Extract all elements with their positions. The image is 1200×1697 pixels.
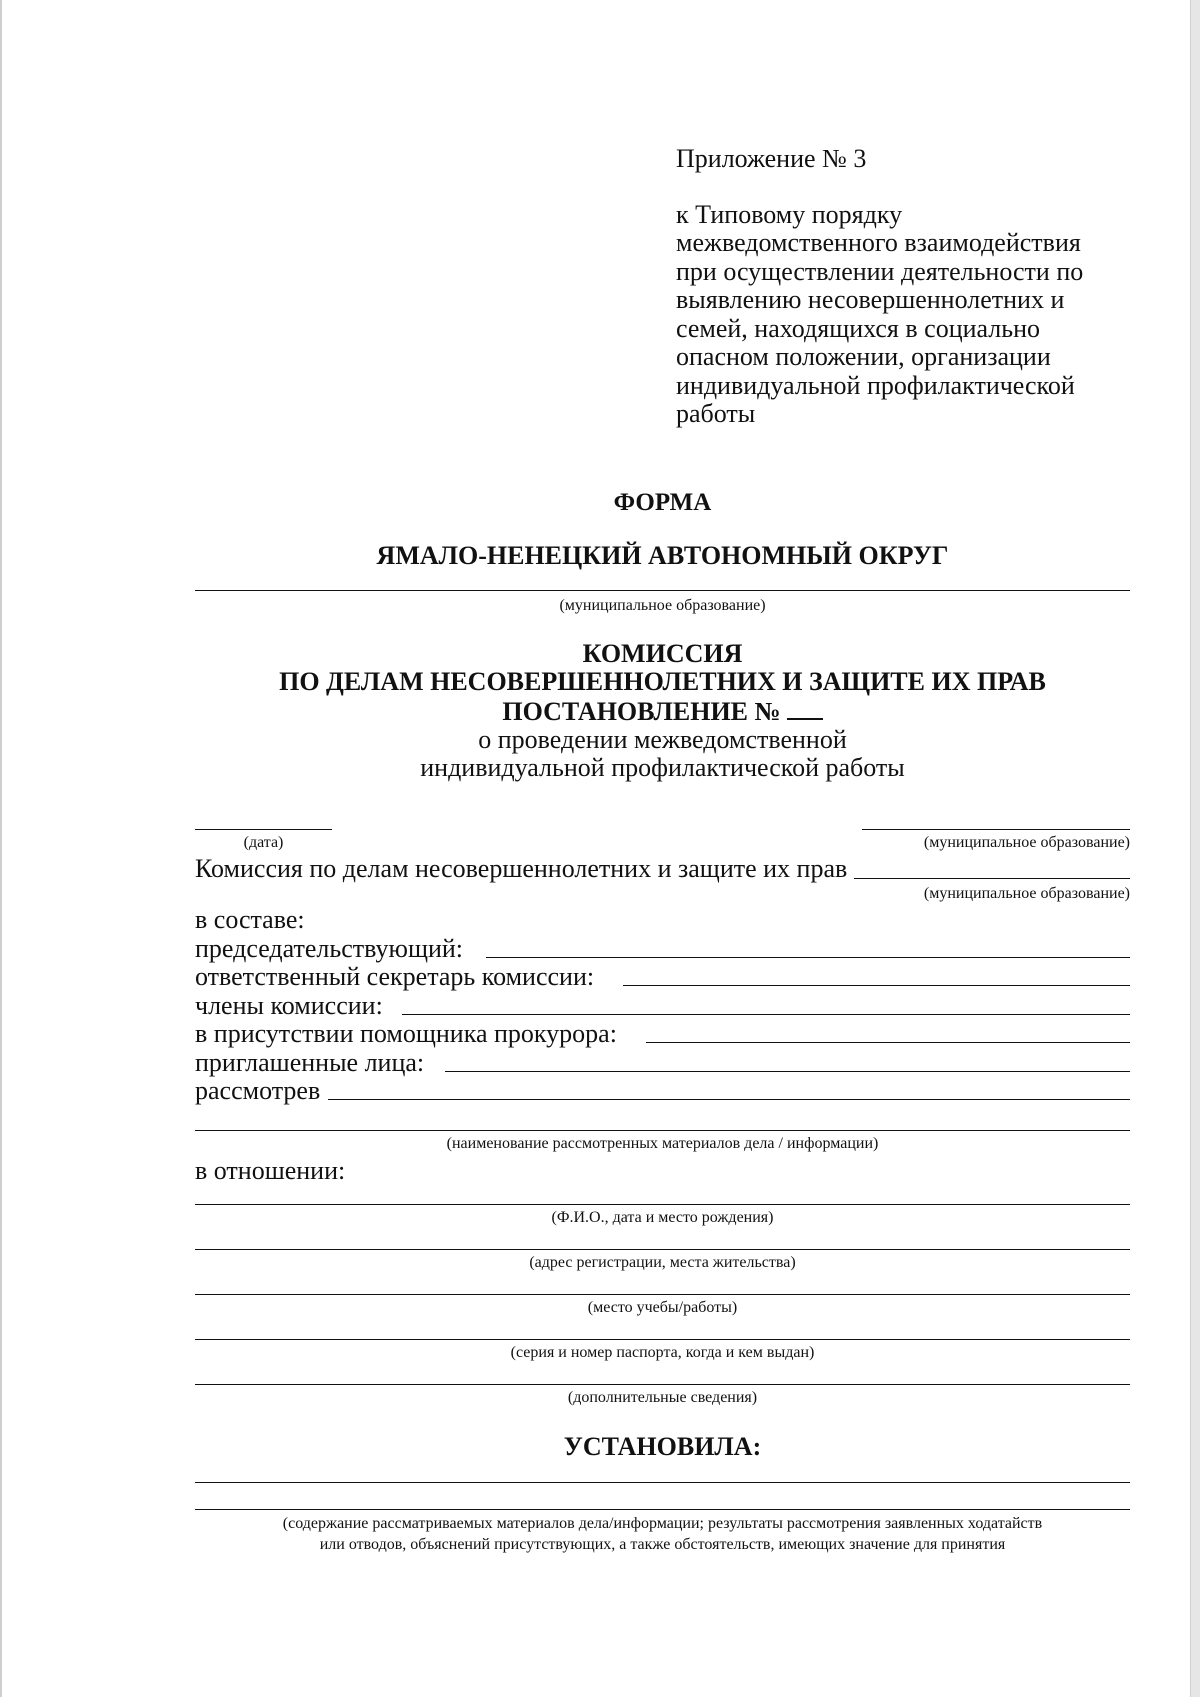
date-line[interactable] [195, 829, 332, 830]
content-line-2[interactable] [195, 1509, 1130, 1510]
page-right-edge [1190, 0, 1200, 1697]
heading-commission: КОМИССИЯ [582, 639, 743, 668]
additional-line[interactable] [195, 1384, 1130, 1385]
members-field[interactable] [402, 1014, 1130, 1015]
content-caption-line1: (содержание рассматриваемых материалов дела/информации; результаты рассмотрения заявленных ходатайств [282, 1515, 1043, 1532]
commission-municipality-line[interactable] [854, 878, 1130, 879]
materials-line[interactable] [195, 1130, 1130, 1131]
study-work-line[interactable] [195, 1294, 1130, 1295]
content-caption [195, 1513, 1130, 1555]
fio-line[interactable] [195, 1204, 1130, 1205]
decree-number-field[interactable] [787, 696, 823, 720]
passport-caption: (серия и номер паспорта, когда и кем выдан) [510, 1344, 815, 1361]
chairman-field[interactable] [486, 957, 1130, 958]
established-heading: УСТАНОВИЛА: [563, 1432, 762, 1461]
invited-field[interactable] [445, 1071, 1130, 1072]
page-left-edge [0, 0, 2, 1697]
fio-caption: (Ф.И.О., дата и место рождения) [551, 1209, 774, 1226]
secretary-label: ответственный секретарь комиссии: [195, 962, 595, 991]
appendix-block [676, 145, 1136, 429]
secretary-field[interactable] [623, 985, 1130, 986]
address-caption: (адрес регистрации, места жительства) [529, 1254, 796, 1271]
considered-label: рассмотрев [195, 1076, 321, 1105]
decree-subject-line1: о проведении межведомственной [478, 725, 847, 754]
municipality-line-top[interactable] [195, 590, 1130, 591]
heading-commission-full: ПО ДЕЛАМ НЕСОВЕРШЕННОЛЕТНИХ И ЗАЩИТЕ ИХ ПРАВ [279, 667, 1046, 696]
invited-label: приглашенные лица: [195, 1048, 425, 1077]
additional-caption: (дополнительные сведения) [567, 1389, 758, 1406]
considered-field[interactable] [328, 1099, 1130, 1100]
commission-label: Комиссия по делам несовершеннолетних и защите их прав [195, 854, 848, 883]
date-caption: (дата) [243, 834, 284, 851]
passport-line[interactable] [195, 1339, 1130, 1340]
commission-municipality-caption: (муниципальное образование) [923, 885, 1130, 902]
materials-caption: (наименование рассмотренных материалов дела / информации) [446, 1135, 879, 1152]
region-title: ЯМАЛО-НЕНЕЦКИЙ АВТОНОМНЫЙ ОКРУГ [376, 541, 949, 570]
form-label: ФОРМА [613, 489, 712, 516]
commission-heading [195, 640, 1130, 782]
regarding-label: в отношении: [195, 1156, 346, 1185]
chairman-label: председательствующий: [195, 934, 464, 963]
address-line[interactable] [195, 1249, 1130, 1250]
study-work-caption: (место учебы/работы) [587, 1299, 738, 1316]
municipality-line-right[interactable] [862, 829, 1130, 830]
municipality-caption-top: (муниципальное образование) [559, 597, 766, 614]
composition-label: в составе: [195, 905, 305, 934]
appendix-title: Приложение № 3 [676, 144, 867, 173]
decree-subject-line2: индивидуальной профилактической работы [420, 753, 905, 782]
decree-title [195, 696, 1130, 726]
appendix-text: к Типовому порядку межведомственного взаимодействия при осуществлении деятельности по выявлению несовершеннолетних и семей, находящихся в социально опасном положении, организации индивидуальной профилактической работы [676, 199, 1084, 428]
members-label: члены комиссии: [195, 991, 383, 1020]
prosecutor-label: в присутствии помощника прокурора: [195, 1019, 617, 1048]
content-caption-line2: или отводов, объяснений присутствующих, а также обстоятельств, имеющих значение для принятия [319, 1536, 1006, 1553]
decree-label: ПОСТАНОВЛЕНИЕ № [502, 697, 781, 726]
prosecutor-field[interactable] [646, 1042, 1130, 1043]
content-line-1[interactable] [195, 1482, 1130, 1483]
municipality-caption-right: (муниципальное образование) [923, 834, 1130, 851]
